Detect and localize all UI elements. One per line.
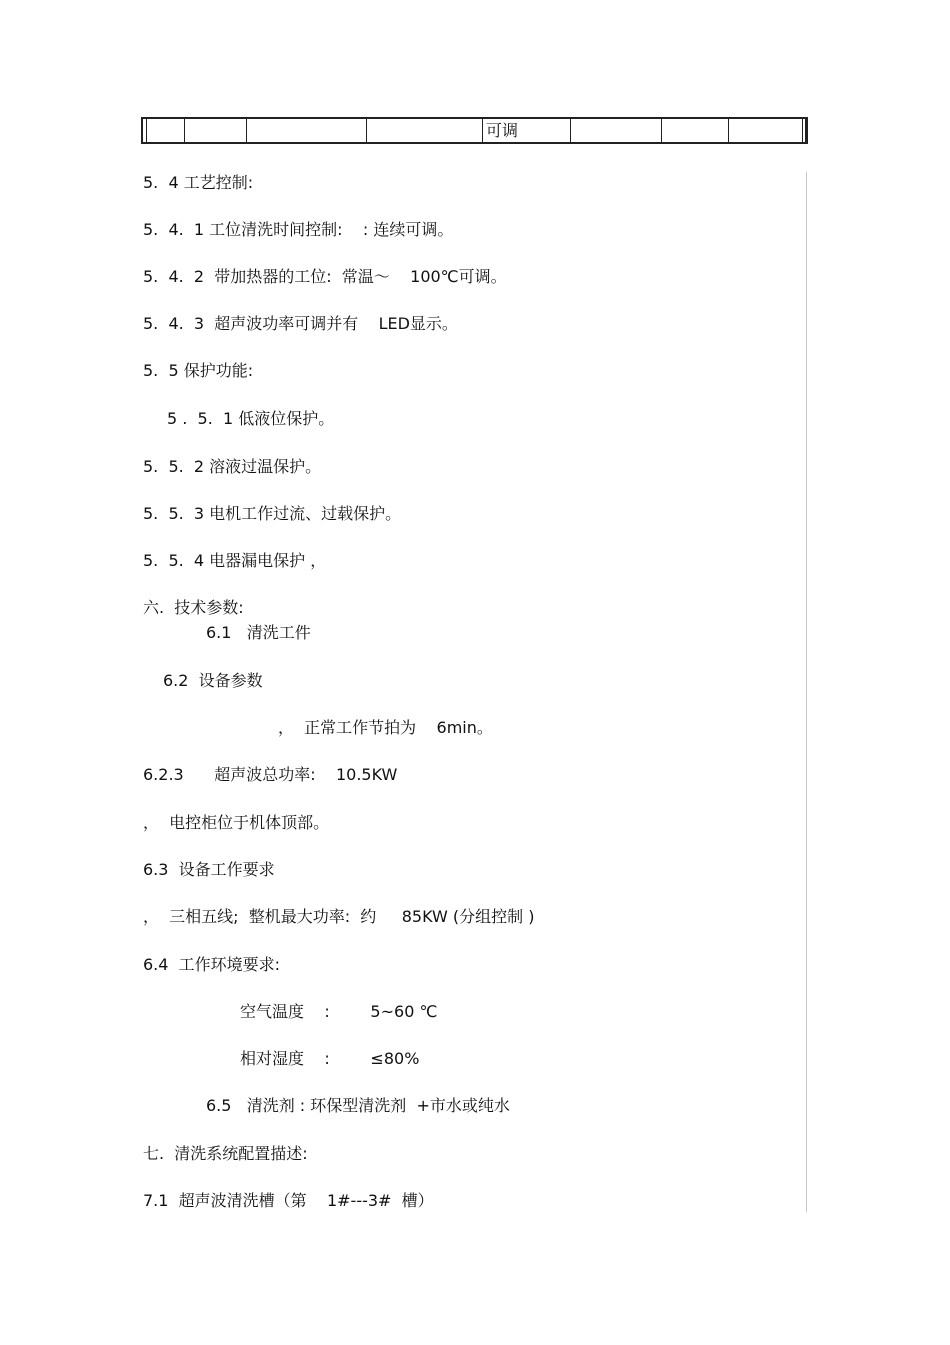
section-6-heading: 六. 技术参数: <box>143 598 244 617</box>
table-row <box>141 117 808 144</box>
table-cell <box>143 119 185 142</box>
table-cell <box>247 119 367 142</box>
table-double-border-right <box>802 119 803 142</box>
item-5-5-2: 5. 5. 2 溶液过温保护。 <box>143 457 322 476</box>
item-6-2: 6.2 设备参数 <box>163 671 263 690</box>
item-6-4-humidity: 相对湿度 : ≤80% <box>240 1049 420 1068</box>
table-cell <box>662 119 729 142</box>
item-7-1: 7.1 超声波清洗槽（第 1#---3# 槽） <box>143 1191 434 1210</box>
item-6-2-cabinet: ， 电控柜位于机体顶部。 <box>143 813 330 832</box>
item-6-3-power: ， 三相五线; 整机最大功率: 约 85KW (分组控制 ) <box>143 907 535 926</box>
item-5-5-4: 5. 5. 4 电器漏电保护 ， <box>143 551 327 570</box>
item-6-2-3: 6.2.3 超声波总功率: 10.5KW <box>143 765 398 784</box>
section-5-4-heading: 5. 4 工艺控制: <box>143 173 254 192</box>
table-cell <box>571 119 662 142</box>
table-cell <box>367 119 483 142</box>
item-5-4-1: 5. 4. 1 工位清洗时间控制: : 连续可调。 <box>143 220 454 239</box>
section-7-heading: 七. 清洗系统配置描述: <box>143 1144 308 1163</box>
item-5-4-3: 5. 4. 3 超声波功率可调并有 LED显示。 <box>143 314 458 333</box>
table-cell-adjustable: 可调 <box>483 119 571 142</box>
page-margin-rule <box>806 172 807 1212</box>
section-5-5-heading: 5. 5 保护功能: <box>143 361 254 380</box>
item-5-5-3: 5. 5. 3 电机工作过流、过载保护。 <box>143 504 402 523</box>
item-6-1: 6.1 清洗工件 <box>206 623 311 642</box>
table-double-border-left <box>146 119 147 142</box>
item-6-4: 6.4 工作环境要求: <box>143 955 281 974</box>
item-6-5: 6.5 清洗剂 : 环保型清洗剂 +市水或纯水 <box>206 1096 510 1115</box>
item-5-4-2: 5. 4. 2 带加热器的工位: 常温～ 100℃可调。 <box>143 267 507 286</box>
item-5-5-1: 5 . 5. 1 低液位保护。 <box>167 409 335 428</box>
table-cell <box>185 119 247 142</box>
item-6-2-cycle: ， 正常工作节拍为 6min。 <box>278 718 493 737</box>
item-6-3: 6.3 设备工作要求 <box>143 860 275 879</box>
item-6-4-temperature: 空气温度 : 5~60 ℃ <box>240 1002 438 1021</box>
table-cell <box>729 119 806 142</box>
